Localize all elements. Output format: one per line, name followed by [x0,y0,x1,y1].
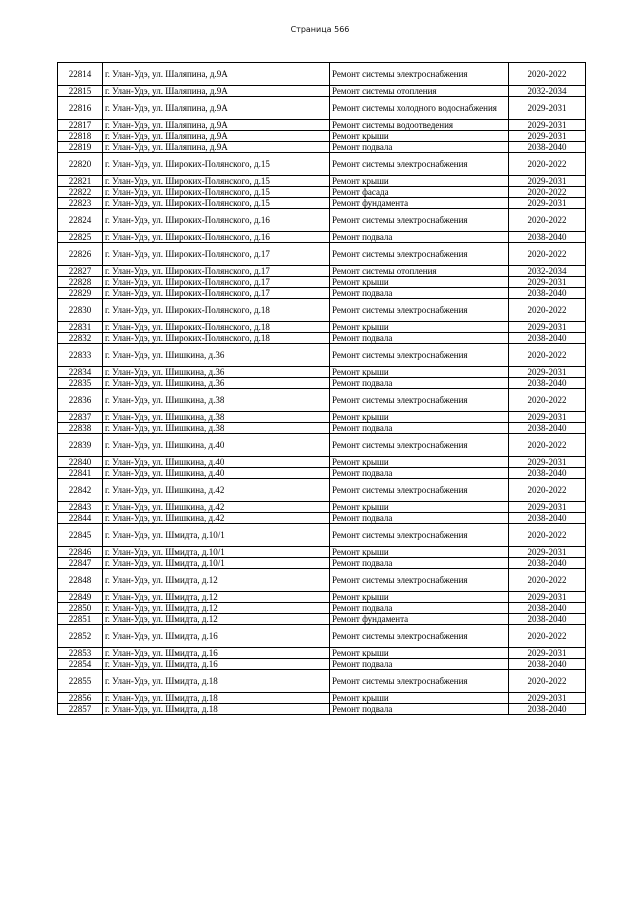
address-cell: г. Улан-Удэ, ул. Шмидта, д.18 [103,670,330,693]
work-type-cell: Ремонт подвала [330,232,509,243]
period-cell: 2038-2040 [509,468,586,479]
row-number-cell: 22833 [58,344,103,367]
period-cell: 2020-2022 [509,63,586,86]
capital-repair-table [57,62,586,715]
period-cell: 2020-2022 [509,389,586,412]
table-body [58,63,586,715]
table-row [58,614,586,625]
table-row [58,457,586,468]
work-type-cell: Ремонт крыши [330,367,509,378]
period-cell: 2032-2034 [509,86,586,97]
row-number-cell: 22825 [58,232,103,243]
row-number-cell: 22830 [58,299,103,322]
address-cell: г. Улан-Удэ, ул. Широких-Полянского, д.18 [103,333,330,344]
period-cell: 2029-2031 [509,277,586,288]
work-type-cell: Ремонт фундамента [330,198,509,209]
work-type-cell: Ремонт системы электроснабжения [330,299,509,322]
table-row [58,63,586,86]
table-row [58,367,586,378]
work-type-cell: Ремонт системы отопления [330,266,509,277]
address-cell: г. Улан-Удэ, ул. Шишкина, д.40 [103,457,330,468]
address-cell: г. Улан-Удэ, ул. Шишкина, д.36 [103,367,330,378]
period-cell: 2020-2022 [509,153,586,176]
address-cell: г. Улан-Удэ, ул. Шмидта, д.16 [103,659,330,670]
address-cell: г. Улан-Удэ, ул. Шаляпина, д.9А [103,120,330,131]
table-row [58,288,586,299]
period-cell: 2029-2031 [509,367,586,378]
work-type-cell: Ремонт подвала [330,603,509,614]
table-row [58,243,586,266]
address-cell: г. Улан-Удэ, ул. Шишкина, д.36 [103,344,330,367]
address-cell: г. Улан-Удэ, ул. Шаляпина, д.9А [103,97,330,120]
period-cell: 2020-2022 [509,243,586,266]
table-row [58,479,586,502]
address-cell: г. Улан-Удэ, ул. Шишкина, д.40 [103,468,330,479]
address-cell: г. Улан-Удэ, ул. Шмидта, д.10/1 [103,547,330,558]
row-number-cell: 22829 [58,288,103,299]
period-cell: 2020-2022 [509,479,586,502]
period-cell: 2029-2031 [509,693,586,704]
period-cell: 2020-2022 [509,434,586,457]
row-number-cell: 22855 [58,670,103,693]
address-cell: г. Улан-Удэ, ул. Шмидта, д.18 [103,693,330,704]
address-cell: г. Улан-Удэ, ул. Шаляпина, д.9А [103,63,330,86]
address-cell: г. Улан-Удэ, ул. Широких-Полянского, д.18 [103,299,330,322]
row-number-cell: 22850 [58,603,103,614]
period-cell: 2038-2040 [509,333,586,344]
row-number-cell: 22824 [58,209,103,232]
row-number-cell: 22856 [58,693,103,704]
table-row [58,648,586,659]
table-row [58,131,586,142]
row-number-cell: 22843 [58,502,103,513]
address-cell: г. Улан-Удэ, ул. Шишкина, д.42 [103,502,330,513]
row-number-cell: 22822 [58,187,103,198]
address-cell: г. Улан-Удэ, ул. Шаляпина, д.9А [103,142,330,153]
address-cell: г. Улан-Удэ, ул. Шмидта, д.16 [103,648,330,659]
table-row [58,558,586,569]
work-type-cell: Ремонт крыши [330,502,509,513]
period-cell: 2020-2022 [509,187,586,198]
row-number-cell: 22831 [58,322,103,333]
table-row [58,434,586,457]
work-type-cell: Ремонт крыши [330,412,509,423]
address-cell: г. Улан-Удэ, ул. Шишкина, д.42 [103,479,330,502]
row-number-cell: 22841 [58,468,103,479]
table-row [58,153,586,176]
work-type-cell: Ремонт фасада [330,187,509,198]
work-type-cell: Ремонт системы электроснабжения [330,524,509,547]
table-row [58,97,586,120]
work-type-cell: Ремонт системы электроснабжения [330,209,509,232]
period-cell: 2038-2040 [509,603,586,614]
row-number-cell: 22836 [58,389,103,412]
work-type-cell: Ремонт системы водоотведения [330,120,509,131]
period-cell: 2029-2031 [509,198,586,209]
period-cell: 2029-2031 [509,120,586,131]
period-cell: 2038-2040 [509,142,586,153]
table-row [58,142,586,153]
row-number-cell: 22816 [58,97,103,120]
table-row [58,209,586,232]
table-row [58,502,586,513]
row-number-cell: 22854 [58,659,103,670]
row-number-cell: 22838 [58,423,103,434]
work-type-cell: Ремонт подвала [330,288,509,299]
work-type-cell: Ремонт подвала [330,142,509,153]
address-cell: г. Улан-Удэ, ул. Шишкина, д.38 [103,389,330,412]
period-cell: 2029-2031 [509,97,586,120]
table-row [58,412,586,423]
address-cell: г. Улан-Удэ, ул. Шишкина, д.36 [103,378,330,389]
work-type-cell: Ремонт фундамента [330,614,509,625]
period-cell: 2029-2031 [509,412,586,423]
table-row [58,569,586,592]
table-row [58,423,586,434]
address-cell: г. Улан-Удэ, ул. Шишкина, д.38 [103,423,330,434]
row-number-cell: 22837 [58,412,103,423]
period-cell: 2029-2031 [509,648,586,659]
table-row [58,659,586,670]
row-number-cell: 22847 [58,558,103,569]
work-type-cell: Ремонт крыши [330,592,509,603]
address-cell: г. Улан-Удэ, ул. Широких-Полянского, д.15 [103,198,330,209]
table-row [58,277,586,288]
row-number-cell: 22857 [58,704,103,715]
table-row [58,468,586,479]
address-cell: г. Улан-Удэ, ул. Широких-Полянского, д.15 [103,176,330,187]
period-cell: 2020-2022 [509,209,586,232]
table-row [58,378,586,389]
work-type-cell: Ремонт подвала [330,513,509,524]
work-type-cell: Ремонт системы электроснабжения [330,344,509,367]
address-cell: г. Улан-Удэ, ул. Шмидта, д.10/1 [103,558,330,569]
period-cell: 2029-2031 [509,592,586,603]
table-row [58,299,586,322]
table-row [58,187,586,198]
table-row [58,670,586,693]
address-cell: г. Улан-Удэ, ул. Шаляпина, д.9А [103,131,330,142]
row-number-cell: 22835 [58,378,103,389]
row-number-cell: 22826 [58,243,103,266]
row-number-cell: 22815 [58,86,103,97]
table-row [58,389,586,412]
table-row [58,232,586,243]
period-cell: 2029-2031 [509,457,586,468]
period-cell: 2038-2040 [509,659,586,670]
period-cell: 2029-2031 [509,322,586,333]
period-cell: 2038-2040 [509,513,586,524]
work-type-cell: Ремонт системы электроснабжения [330,569,509,592]
row-number-cell: 22846 [58,547,103,558]
address-cell: г. Улан-Удэ, ул. Широких-Полянского, д.16 [103,209,330,232]
row-number-cell: 22828 [58,277,103,288]
period-cell: 2020-2022 [509,569,586,592]
table-row [58,513,586,524]
address-cell: г. Улан-Удэ, ул. Широких-Полянского, д.15 [103,187,330,198]
row-number-cell: 22844 [58,513,103,524]
period-cell: 2038-2040 [509,614,586,625]
address-cell: г. Улан-Удэ, ул. Шмидта, д.16 [103,625,330,648]
row-number-cell: 22814 [58,63,103,86]
work-type-cell: Ремонт крыши [330,322,509,333]
address-cell: г. Улан-Удэ, ул. Широких-Полянского, д.18 [103,322,330,333]
table-row [58,198,586,209]
period-cell: 2038-2040 [509,288,586,299]
row-number-cell: 22845 [58,524,103,547]
table-row [58,266,586,277]
table-row [58,625,586,648]
table-row [58,322,586,333]
work-type-cell: Ремонт системы электроснабжения [330,434,509,457]
period-cell: 2038-2040 [509,423,586,434]
table-row [58,592,586,603]
work-type-cell: Ремонт подвала [330,704,509,715]
work-type-cell: Ремонт системы электроснабжения [330,63,509,86]
address-cell: г. Улан-Удэ, ул. Широких-Полянского, д.17 [103,277,330,288]
address-cell: г. Улан-Удэ, ул. Шмидта, д.12 [103,614,330,625]
period-cell: 2020-2022 [509,625,586,648]
address-cell: г. Улан-Удэ, ул. Шаляпина, д.9А [103,86,330,97]
work-type-cell: Ремонт системы электроснабжения [330,389,509,412]
work-type-cell: Ремонт подвала [330,333,509,344]
row-number-cell: 22821 [58,176,103,187]
work-type-cell: Ремонт подвала [330,423,509,434]
period-cell: 2038-2040 [509,704,586,715]
row-number-cell: 22839 [58,434,103,457]
row-number-cell: 22849 [58,592,103,603]
address-cell: г. Улан-Удэ, ул. Шишкина, д.38 [103,412,330,423]
period-cell: 2032-2034 [509,266,586,277]
address-cell: г. Улан-Удэ, ул. Шмидта, д.12 [103,569,330,592]
address-cell: г. Улан-Удэ, ул. Широких-Полянского, д.17 [103,288,330,299]
table-row [58,176,586,187]
work-type-cell: Ремонт системы электроснабжения [330,625,509,648]
work-type-cell: Ремонт крыши [330,277,509,288]
row-number-cell: 22848 [58,569,103,592]
table-row [58,693,586,704]
work-type-cell: Ремонт подвала [330,468,509,479]
period-cell: 2038-2040 [509,558,586,569]
row-number-cell: 22817 [58,120,103,131]
row-number-cell: 22842 [58,479,103,502]
work-type-cell: Ремонт крыши [330,176,509,187]
row-number-cell: 22840 [58,457,103,468]
address-cell: г. Улан-Удэ, ул. Шишкина, д.40 [103,434,330,457]
address-cell: г. Улан-Удэ, ул. Шмидта, д.12 [103,603,330,614]
work-type-cell: Ремонт подвала [330,558,509,569]
table-row [58,344,586,367]
row-number-cell: 22820 [58,153,103,176]
address-cell: г. Улан-Удэ, ул. Шмидта, д.10/1 [103,524,330,547]
period-cell: 2020-2022 [509,299,586,322]
period-cell: 2020-2022 [509,344,586,367]
table-row [58,86,586,97]
work-type-cell: Ремонт системы отопления [330,86,509,97]
row-number-cell: 22819 [58,142,103,153]
work-type-cell: Ремонт крыши [330,648,509,659]
period-cell: 2020-2022 [509,524,586,547]
period-cell: 2029-2031 [509,547,586,558]
work-type-cell: Ремонт системы электроснабжения [330,243,509,266]
work-type-cell: Ремонт подвала [330,659,509,670]
row-number-cell: 22827 [58,266,103,277]
address-cell: г. Улан-Удэ, ул. Широких-Полянского, д.15 [103,153,330,176]
address-cell: г. Улан-Удэ, ул. Шишкина, д.42 [103,513,330,524]
row-number-cell: 22834 [58,367,103,378]
row-number-cell: 22832 [58,333,103,344]
work-type-cell: Ремонт крыши [330,131,509,142]
table-row [58,603,586,614]
work-type-cell: Ремонт системы электроснабжения [330,153,509,176]
period-cell: 2029-2031 [509,502,586,513]
row-number-cell: 22851 [58,614,103,625]
row-number-cell: 22818 [58,131,103,142]
row-number-cell: 22823 [58,198,103,209]
period-cell: 2029-2031 [509,131,586,142]
period-cell: 2038-2040 [509,232,586,243]
period-cell: 2020-2022 [509,670,586,693]
row-number-cell: 22853 [58,648,103,659]
table-row [58,547,586,558]
period-cell: 2038-2040 [509,378,586,389]
row-number-cell: 22852 [58,625,103,648]
work-type-cell: Ремонт системы электроснабжения [330,670,509,693]
work-type-cell: Ремонт системы холодного водоснабжения [330,97,509,120]
address-cell: г. Улан-Удэ, ул. Широких-Полянского, д.17 [103,243,330,266]
period-cell: 2029-2031 [509,176,586,187]
address-cell: г. Улан-Удэ, ул. Широких-Полянского, д.17 [103,266,330,277]
page-header: Страница 566 [290,25,350,34]
work-type-cell: Ремонт крыши [330,693,509,704]
table-row [58,704,586,715]
address-cell: г. Улан-Удэ, ул. Широких-Полянского, д.16 [103,232,330,243]
work-type-cell: Ремонт крыши [330,457,509,468]
address-cell: г. Улан-Удэ, ул. Шмидта, д.12 [103,592,330,603]
table-row [58,120,586,131]
table-row [58,524,586,547]
work-type-cell: Ремонт крыши [330,547,509,558]
work-type-cell: Ремонт подвала [330,378,509,389]
work-type-cell: Ремонт системы электроснабжения [330,479,509,502]
table-row [58,333,586,344]
address-cell: г. Улан-Удэ, ул. Шмидта, д.18 [103,704,330,715]
